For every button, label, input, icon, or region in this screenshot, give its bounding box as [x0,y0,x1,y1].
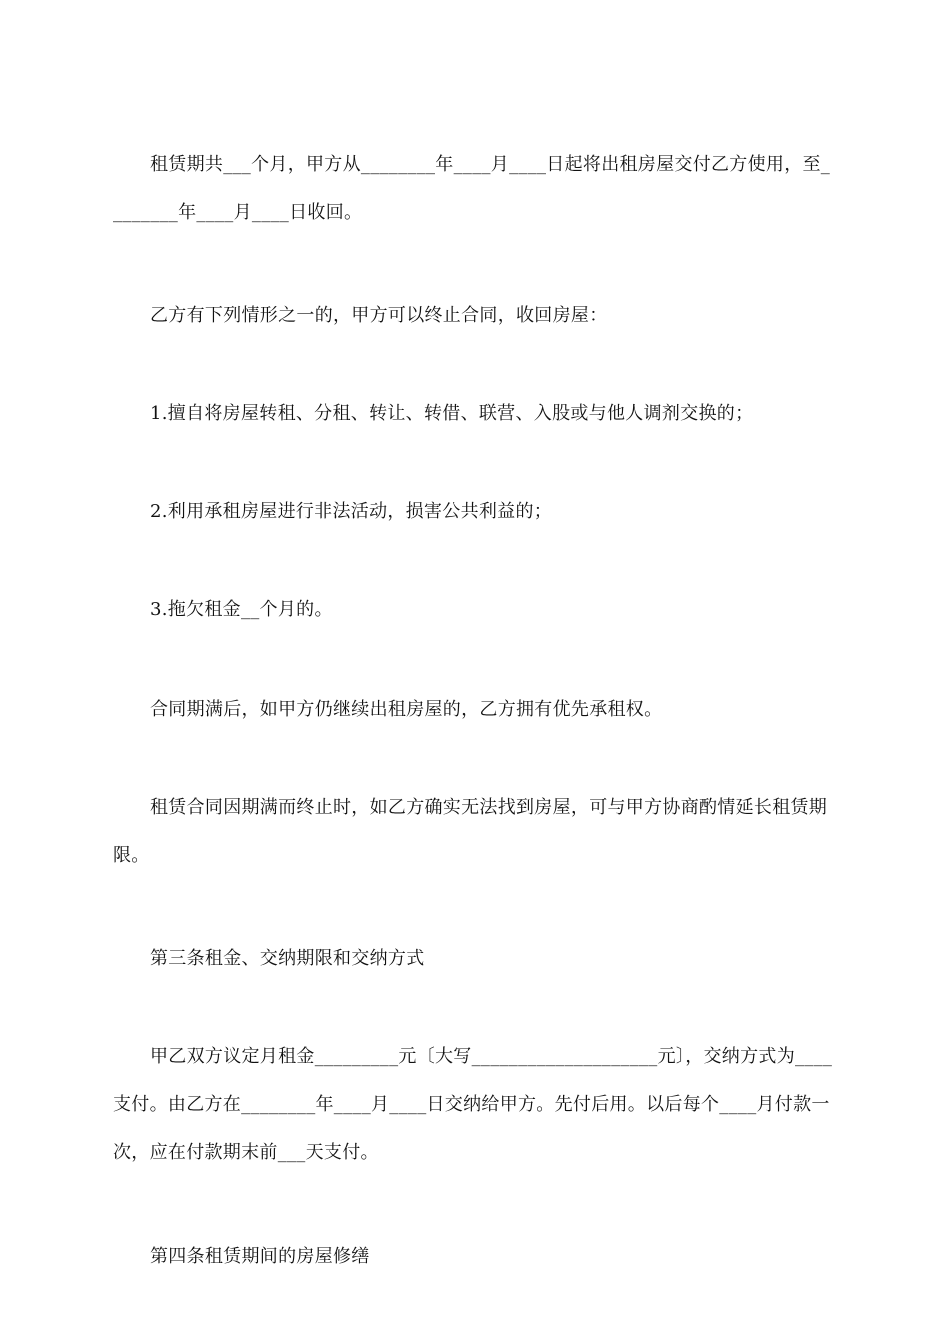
paragraph-condition-1: 1.擅自将房屋转租、分租、转让、转借、联营、入股或与他人调剂交换的； [150,403,754,424]
heading-article-4: 第四条租赁期间的房屋修缮 [150,1246,370,1267]
paragraph-condition-3: 3.拖欠租金__个月的。 [150,599,333,620]
paragraph-lease-term: 租赁期共___个月，甲方从________年____月____日起将出租房屋交付乙方使用，至________年____月____日收回。 [113,154,831,223]
paragraph-termination-intro: 乙方有下列情形之一的，甲方可以终止合同，收回房屋： [150,305,608,326]
paragraph-priority-right: 合同期满后，如甲方仍继续出租房屋的，乙方拥有优先承租权。 [150,699,663,720]
paragraph-condition-2: 2.利用承租房屋进行非法活动，损害公共利益的； [150,501,553,522]
heading-article-3: 第三条租金、交纳期限和交纳方式 [150,948,425,969]
paragraph-extension: 租赁合同因期满而终止时，如乙方确实无法找到房屋，可与甲方协商酌情延长租赁期限。 [113,797,828,866]
paragraph-rent-payment: 甲乙双方议定月租金_________元〔大写____________________元〕，交纳方式为____支付。由乙方在________年____月____日交纳给甲方。先付后用。以后每个____月付款一次，应在付款期末前___天支付。 [113,1046,833,1163]
